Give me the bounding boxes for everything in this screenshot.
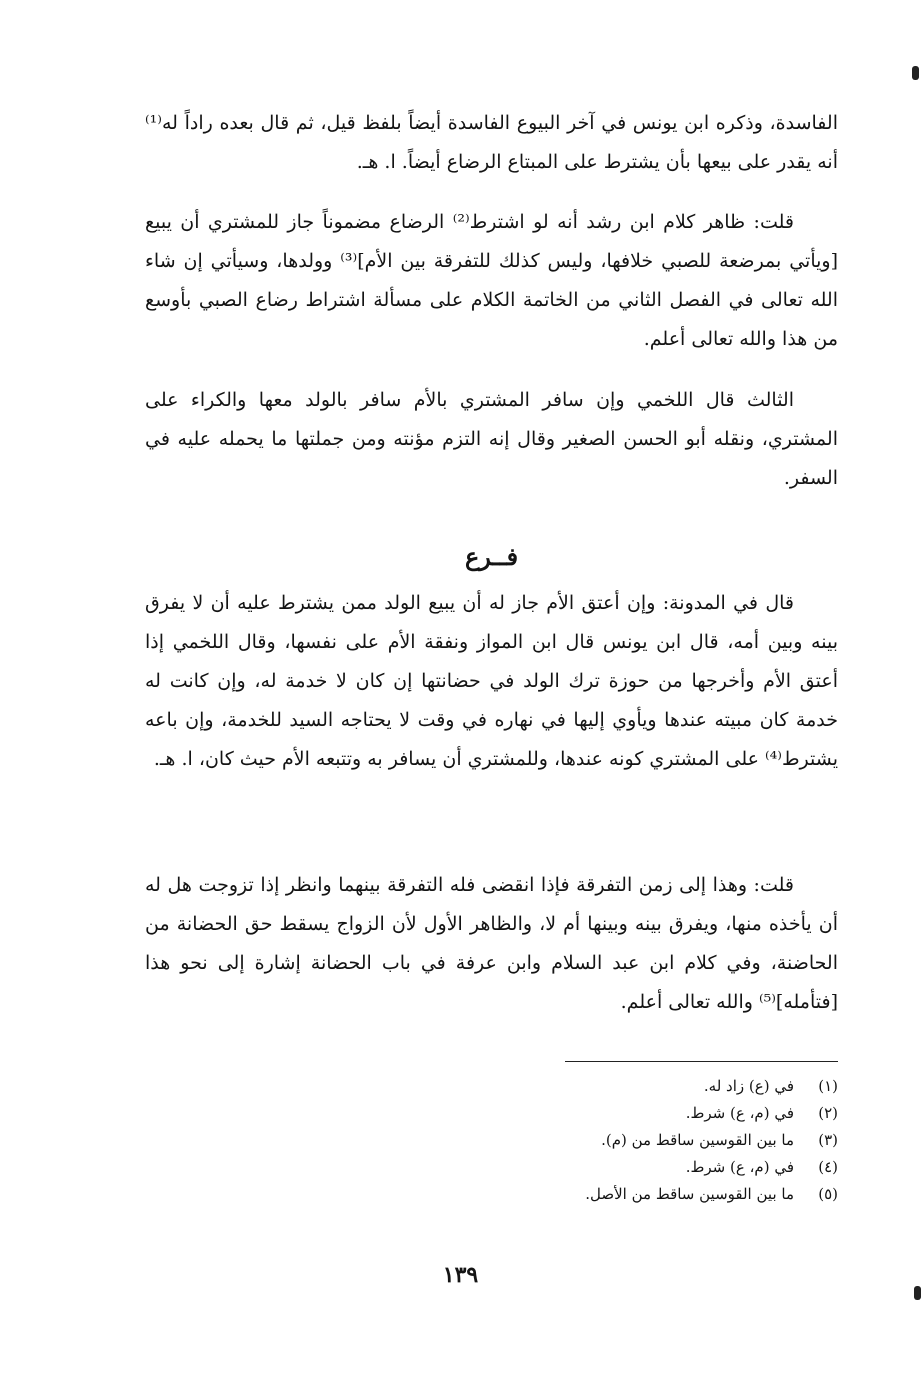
footnote-divider bbox=[565, 1061, 838, 1062]
footnote-5 bbox=[418, 1181, 838, 1208]
footnote-text: ما بين القوسين ساقط من (م). bbox=[601, 1131, 794, 1149]
paragraph-1 bbox=[145, 104, 838, 182]
footnote-text: في (ع) زاد له. bbox=[703, 1077, 794, 1095]
edge-mark-top bbox=[912, 66, 919, 80]
paragraph-1-text: الفاسدة، وذكره ابن يونس في آخر البيوع الفاسدة أيضاً بلفظ قيل، ثم قال بعده راداً له⁽¹⁾ أنه يقدر على بيعها بأن يشترط على المبتاع الرضاع أيضاً. ا. هـ. bbox=[145, 112, 838, 173]
footnote-2 bbox=[418, 1100, 838, 1127]
footnote-number: (٥) bbox=[818, 1185, 838, 1203]
footnote-1 bbox=[418, 1073, 838, 1100]
footnote-text: ما بين القوسين ساقط من الأصل. bbox=[585, 1185, 794, 1203]
footnote-text: في (م، ع) شرط. bbox=[685, 1104, 794, 1122]
footnotes bbox=[418, 1073, 838, 1208]
page-number: ١٣٩ bbox=[442, 1262, 479, 1288]
paragraph-4-text: قال في المدونة: وإن أعتق الأم جاز له أن يبيع الولد ممن يشترط عليه أن لا يفرق بينه وبين أمه، قال ابن يونس قال ابن المواز ونفقة الأم على نفسها، وقال اللخمي إذا أعتق الأم وأخرجها من حوزة ترك الولد في حضانتها إن كان لا خدمة له، وإن كانت له خدمة كان مبيته عندها ويأوي إليها في نهاره في وقت لا يحتاجه السيد للخدمة، وإن باعه يشترط⁽⁴⁾ على المشتري كونه عندها، وللمشتري أن يسافر به وتتبعه الأم حيث كان، ا. هـ. bbox=[145, 592, 838, 770]
paragraph-3 bbox=[145, 381, 838, 498]
footnote-number: (١) bbox=[818, 1077, 838, 1095]
paragraph-3-text: الثالث قال اللخمي وإن سافر المشتري بالأم سافر بالولد معها والكراء على المشتري، ونقله أبو الحسن الصغير وقال إنه التزم مؤنته ومن جملتها ما يحمله عليه في السفر. bbox=[145, 389, 838, 489]
edge-mark-bottom bbox=[914, 1286, 921, 1300]
paragraph-4 bbox=[145, 584, 838, 779]
paragraph-2 bbox=[145, 203, 838, 359]
footnote-number: (٣) bbox=[818, 1131, 838, 1149]
footnote-number: (٤) bbox=[818, 1158, 838, 1176]
paragraph-5-text: قلت: وهذا إلى زمن التفرقة فإذا انقضى فله التفرقة بينهما وانظر إذا تزوجت هل له أن يأخذه منها، ويفرق بينه وبينها أم لا، والظاهر الأول لأن الزواج يسقط حق الحضانة من الحاضنة، وفي كلام ابن عبد السلام وابن عرفة في باب الحضانة إشارة إلى نحو هذا [فتأمله]⁽⁵⁾ والله تعالى أعلم. bbox=[145, 874, 838, 1013]
footnote-3 bbox=[418, 1127, 838, 1154]
footnote-text: في (م، ع) شرط. bbox=[685, 1158, 794, 1176]
footnote-4 bbox=[418, 1154, 838, 1181]
paragraph-5 bbox=[145, 866, 838, 1022]
footnote-number: (٢) bbox=[818, 1104, 838, 1122]
paragraph-2-text: قلت: ظاهر كلام ابن رشد أنه لو اشترط⁽²⁾ الرضاع مضموناً جاز للمشتري أن يبيع [ويأتي بمرضعة للصبي خلافها، وليس كذلك للتفرقة بين الأم]⁽³⁾ وولدها، وسيأتي إن شاء الله تعالى في الفصل الثاني من الخاتمة الكلام على مسألة اشتراط رضاع الصبي بأوسع من هذا والله تعالى أعلم. bbox=[145, 211, 838, 350]
section-heading: فــرع bbox=[464, 542, 519, 571]
